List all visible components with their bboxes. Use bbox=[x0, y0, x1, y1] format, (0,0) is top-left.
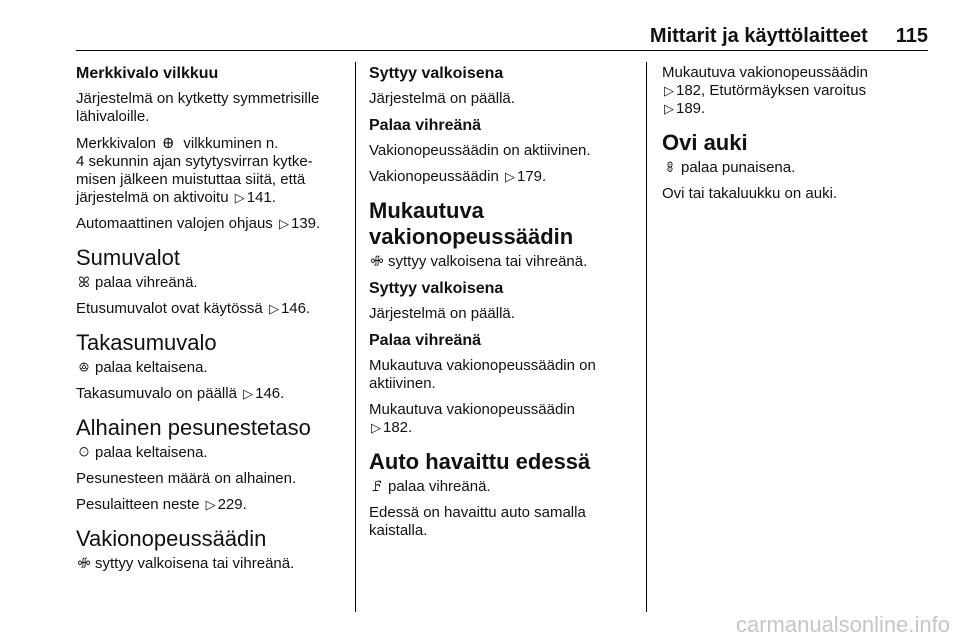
paragraph: Järjestelmä on päällä. bbox=[369, 305, 515, 322]
paragraph: ꗓ palaa vihreänä. bbox=[369, 477, 637, 496]
paragraph: Pesulaitteen neste ▷ 229. bbox=[76, 496, 247, 513]
column-divider-1 bbox=[355, 62, 356, 612]
column-1 bbox=[76, 64, 344, 581]
car-ahead-icon: ꗓ bbox=[371, 478, 383, 494]
turn-signal-icon: Ꚛ bbox=[162, 135, 174, 151]
page-ref-link[interactable]: 189. bbox=[676, 100, 706, 117]
cruise-control-icon: ꗂ bbox=[76, 555, 92, 571]
page-ref-link[interactable]: 141. bbox=[246, 189, 276, 206]
ref-arrow-icon: ▷ bbox=[243, 386, 254, 401]
heading-syttyy-valkoisena: Syttyy valkoisena bbox=[369, 65, 504, 82]
adaptive-cruise-icon: ꗂ bbox=[369, 253, 385, 269]
heading-auto-havaittu-edessa: Auto havaittu edessä bbox=[369, 449, 591, 474]
page-ref-link[interactable]: 146. bbox=[280, 300, 311, 317]
heading-syttyy-valkoisena: Syttyy valkoisena bbox=[369, 280, 504, 297]
door-open-icon: ꗚ bbox=[666, 159, 674, 175]
page-ref-link[interactable]: 139. bbox=[290, 215, 321, 232]
washer-fluid-icon: ꖴ bbox=[78, 444, 90, 460]
paragraph: Järjestelmä on päällä. bbox=[369, 90, 515, 107]
ref-arrow-icon: ▷ bbox=[664, 101, 674, 116]
paragraph: ꗂ syttyy valkoisena tai vihreänä. bbox=[76, 555, 295, 572]
header-rule bbox=[76, 50, 928, 51]
paragraph: Mukautuva vakionopeussäädin ▷ 182, Etutörmäyksen varoitus ▷ 189. bbox=[662, 64, 868, 117]
ref-arrow-icon: ▷ bbox=[278, 216, 289, 231]
paragraph: Edessä on havaittu auto samalla kaistalla. bbox=[369, 504, 586, 539]
paragraph: Pesunesteen määrä on alhainen. bbox=[76, 470, 297, 487]
page-title: Mittarit ja käyttölaitteet bbox=[649, 25, 868, 47]
paragraph: Ovi tai takaluukku on auki. bbox=[662, 185, 838, 202]
heading-sumuvalot: Sumuvalot bbox=[76, 245, 180, 270]
heading-takasumuvalo: Takasumuvalo bbox=[76, 330, 217, 355]
ref-arrow-icon: ▷ bbox=[371, 420, 381, 435]
paragraph: ꕤ palaa vihreänä. bbox=[76, 273, 344, 292]
column-3 bbox=[662, 64, 930, 211]
paragraph: ꗂ syttyy valkoisena tai vihreänä. bbox=[369, 253, 588, 270]
paragraph: Etusumuvalot ovat käytössä ▷ 146. bbox=[76, 300, 311, 317]
page-number: 115 bbox=[895, 25, 928, 47]
ref-arrow-icon: ▷ bbox=[664, 83, 674, 98]
page-ref-link[interactable]: 179. bbox=[517, 168, 547, 185]
paragraph: ꖴ palaa keltaisena. bbox=[76, 443, 344, 462]
paragraph: ꔮ palaa keltaisena. bbox=[76, 358, 344, 377]
heading-ovi-auki: Ovi auki bbox=[662, 130, 748, 155]
paragraph: Mukautuva vakionopeussäädin on aktiivinen. bbox=[369, 357, 596, 392]
heading-mukautuva-vakionopeussaadin: Mukautuva vakionopeussäädin bbox=[369, 198, 574, 249]
heading-merkkivalo-vilkkuu: Merkkivalo vilkkuu bbox=[76, 65, 219, 82]
paragraph: Mukautuva vakionopeussäädin ▷ 182. bbox=[369, 401, 575, 436]
heading-vakionopeussaadin: Vakionopeussäädin bbox=[76, 526, 267, 551]
ref-arrow-icon: ▷ bbox=[505, 169, 515, 184]
column-2 bbox=[369, 64, 637, 548]
paragraph: Vakionopeussäädin ▷ 179. bbox=[369, 168, 547, 185]
front-fog-light-icon: ꕤ bbox=[78, 274, 90, 290]
ref-arrow-icon: ▷ bbox=[234, 190, 245, 205]
paragraph: ꗚ palaa punaisena. bbox=[662, 158, 930, 177]
paragraph: Takasumuvalo on päällä ▷ 146. bbox=[76, 385, 285, 402]
heading-alhainen-pesunestetaso: Alhainen pesunestetaso bbox=[76, 415, 311, 440]
page-ref-link[interactable]: 146. bbox=[255, 385, 285, 402]
page-ref-link[interactable]: 229. bbox=[217, 496, 247, 513]
page-header bbox=[76, 22, 928, 48]
ref-arrow-icon: ▷ bbox=[268, 301, 279, 316]
heading-palaa-vihreana: Palaa vihreänä bbox=[369, 117, 482, 134]
column-divider-2 bbox=[646, 62, 647, 612]
paragraph: Vakionopeussäädin on aktiivinen. bbox=[369, 142, 591, 159]
paragraph: Automaattinen valojen ohjaus ▷ 139. bbox=[76, 215, 321, 232]
rear-fog-light-icon: ꔮ bbox=[78, 359, 90, 375]
heading-palaa-vihreana: Palaa vihreänä bbox=[369, 332, 482, 349]
page-ref-link[interactable]: 182. bbox=[383, 419, 413, 436]
watermark: carmanualsonline.info bbox=[735, 612, 950, 637]
page-ref-link[interactable]: 182, Etutörmäyksen varoitus bbox=[676, 82, 867, 99]
paragraph: Merkkivalon Ꚛ vilkkuminen n. 4 sekunnin ajan sytytysvirran kytke- misen jälkeen muistuttaa siitä, että järjestelmä on aktivoitu ▷ 141. bbox=[76, 135, 313, 206]
paragraph: Järjestelmä on kytketty symmetrisille lähivaloille. bbox=[76, 90, 320, 125]
ref-arrow-icon: ▷ bbox=[205, 497, 216, 512]
